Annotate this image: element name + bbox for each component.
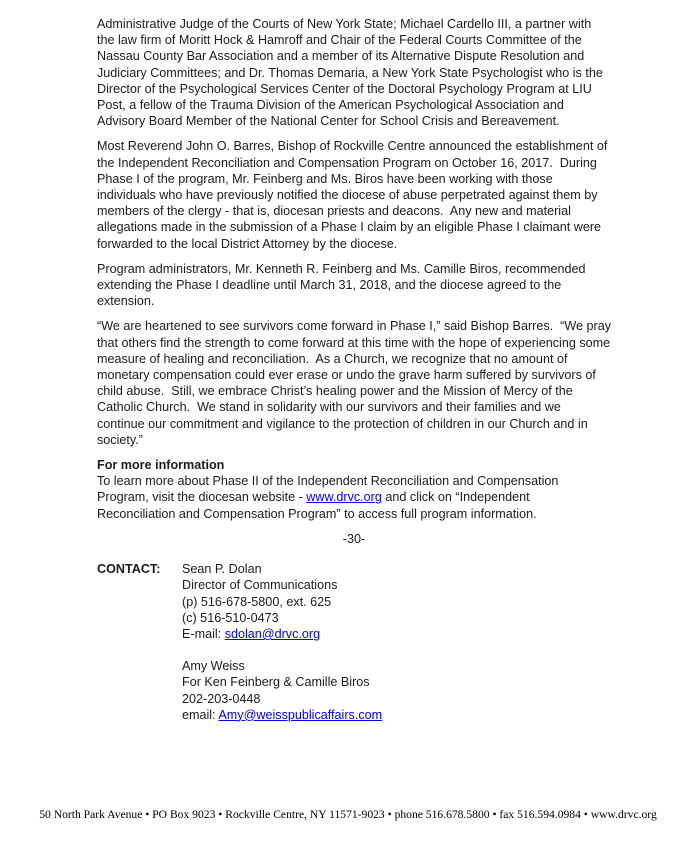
contact-secondary-email-line <box>182 707 382 723</box>
contact-secondary-phone: 202-203-0448 <box>182 691 261 706</box>
paragraph-bishop-quote: “We are heartened to see survivors come forward in Phase I,” said Bishop Barres. “We pray that others find the strength to come forward at this time with the hope of experiencing some measure of healing and reconciliation. As a Church, we recognize that no amount of monetary compensation could ever erase or undo the grave harm suffered by survivors of child abuse. Still, we embrace Christ’s healing power and the Mission of Mercy of the Catholic Church. We stand in solidarity with our survivors and their families and we continue our commitment and vigilance to the protection of children in our Church and in society.” <box>97 319 615 447</box>
contact-spacer <box>182 642 382 658</box>
drvc-website-link[interactable]: www.drvc.org <box>306 490 382 505</box>
paragraph-deadline-extension: Program administrators, Mr. Kenneth R. Feinberg and Ms. Camille Biros, recommended extending the Phase I deadline until March 31, 2018, and the diocese agreed to the extension. <box>97 261 590 309</box>
more-info-text-before: To learn more about Phase II of the Independent Reconciliation and Compensation Program, visit the diocesan website - <box>97 474 562 505</box>
contact-secondary-email-label: email: <box>182 707 219 722</box>
amy-email-link[interactable]: Amy@weisspublicaffairs.com <box>218 707 383 722</box>
document-body <box>97 16 615 723</box>
contact-primary-title: Director of Communications <box>182 578 338 593</box>
contact-primary-email-label: E-mail: <box>182 626 225 641</box>
sdolan-email-link[interactable]: sdolan@drvc.org <box>224 626 321 641</box>
contact-primary-phone: (p) 516-678-5800, ext. 625 <box>182 594 332 609</box>
more-info-text-after: and click on “Independent Reconciliation and Compensation Program” to access full program information. <box>97 490 537 521</box>
paragraph-program-establishment: Most Reverend John O. Barres, Bishop of Rockville Centre announced the establishment of the Independent Reconciliation and Compensation Program on October 16, 2017. During Phase I of the program, Mr. Feinberg and Ms. Biros have been working with those individuals who have previously notified the diocese of abuse perpetrated against them by members of the clergy - that is, diocesan priests and deacons. Any new and material allegations made in the submission of a Phase I claim by an eligible Phase I claimant were forwarded to the local District Attorney by the diocese. <box>97 139 611 251</box>
contact-primary-cell: (c) 516-510-0473 <box>182 610 279 625</box>
more-info-paragraph <box>97 473 611 522</box>
contact-secondary-name: Amy Weiss <box>182 659 245 674</box>
paragraph-board-members: Administrative Judge of the Courts of New York State; Michael Cardello III, a partner with the law firm of Moritt Hock & Hamroff and Chair of the Federal Courts Committee of the Nassau County Bar Association and a member of its Alternative Dispute Resolution and Judiciary Committees; and Dr. Thomas Demaria, a New York State Psychologist who is the Director of the Psychological Services Center of the Doctoral Psychology Program at LIU Post, a fellow of the Trauma Division of the American Psychological Association and Advisory Board Member of the National Center for School Crisis and Bereavement. <box>97 17 607 129</box>
more-info-section <box>97 457 611 522</box>
contact-section <box>97 561 611 723</box>
contact-secondary-title: For Ken Feinberg & Camille Biros <box>182 675 370 690</box>
contact-details <box>182 561 382 723</box>
contact-label: CONTACT: <box>97 562 161 577</box>
end-mark: -30- <box>342 531 366 546</box>
contact-primary-email-line <box>182 626 382 642</box>
footer-address: 50 North Park Avenue • PO Box 9023 • Rockville Centre, NY 11571-9023 • phone 516.678.5800 • fax 516.594.0984 • www.drvc.org <box>39 808 657 821</box>
more-info-heading: For more information <box>97 458 225 473</box>
contact-primary-name: Sean P. Dolan <box>182 562 262 577</box>
